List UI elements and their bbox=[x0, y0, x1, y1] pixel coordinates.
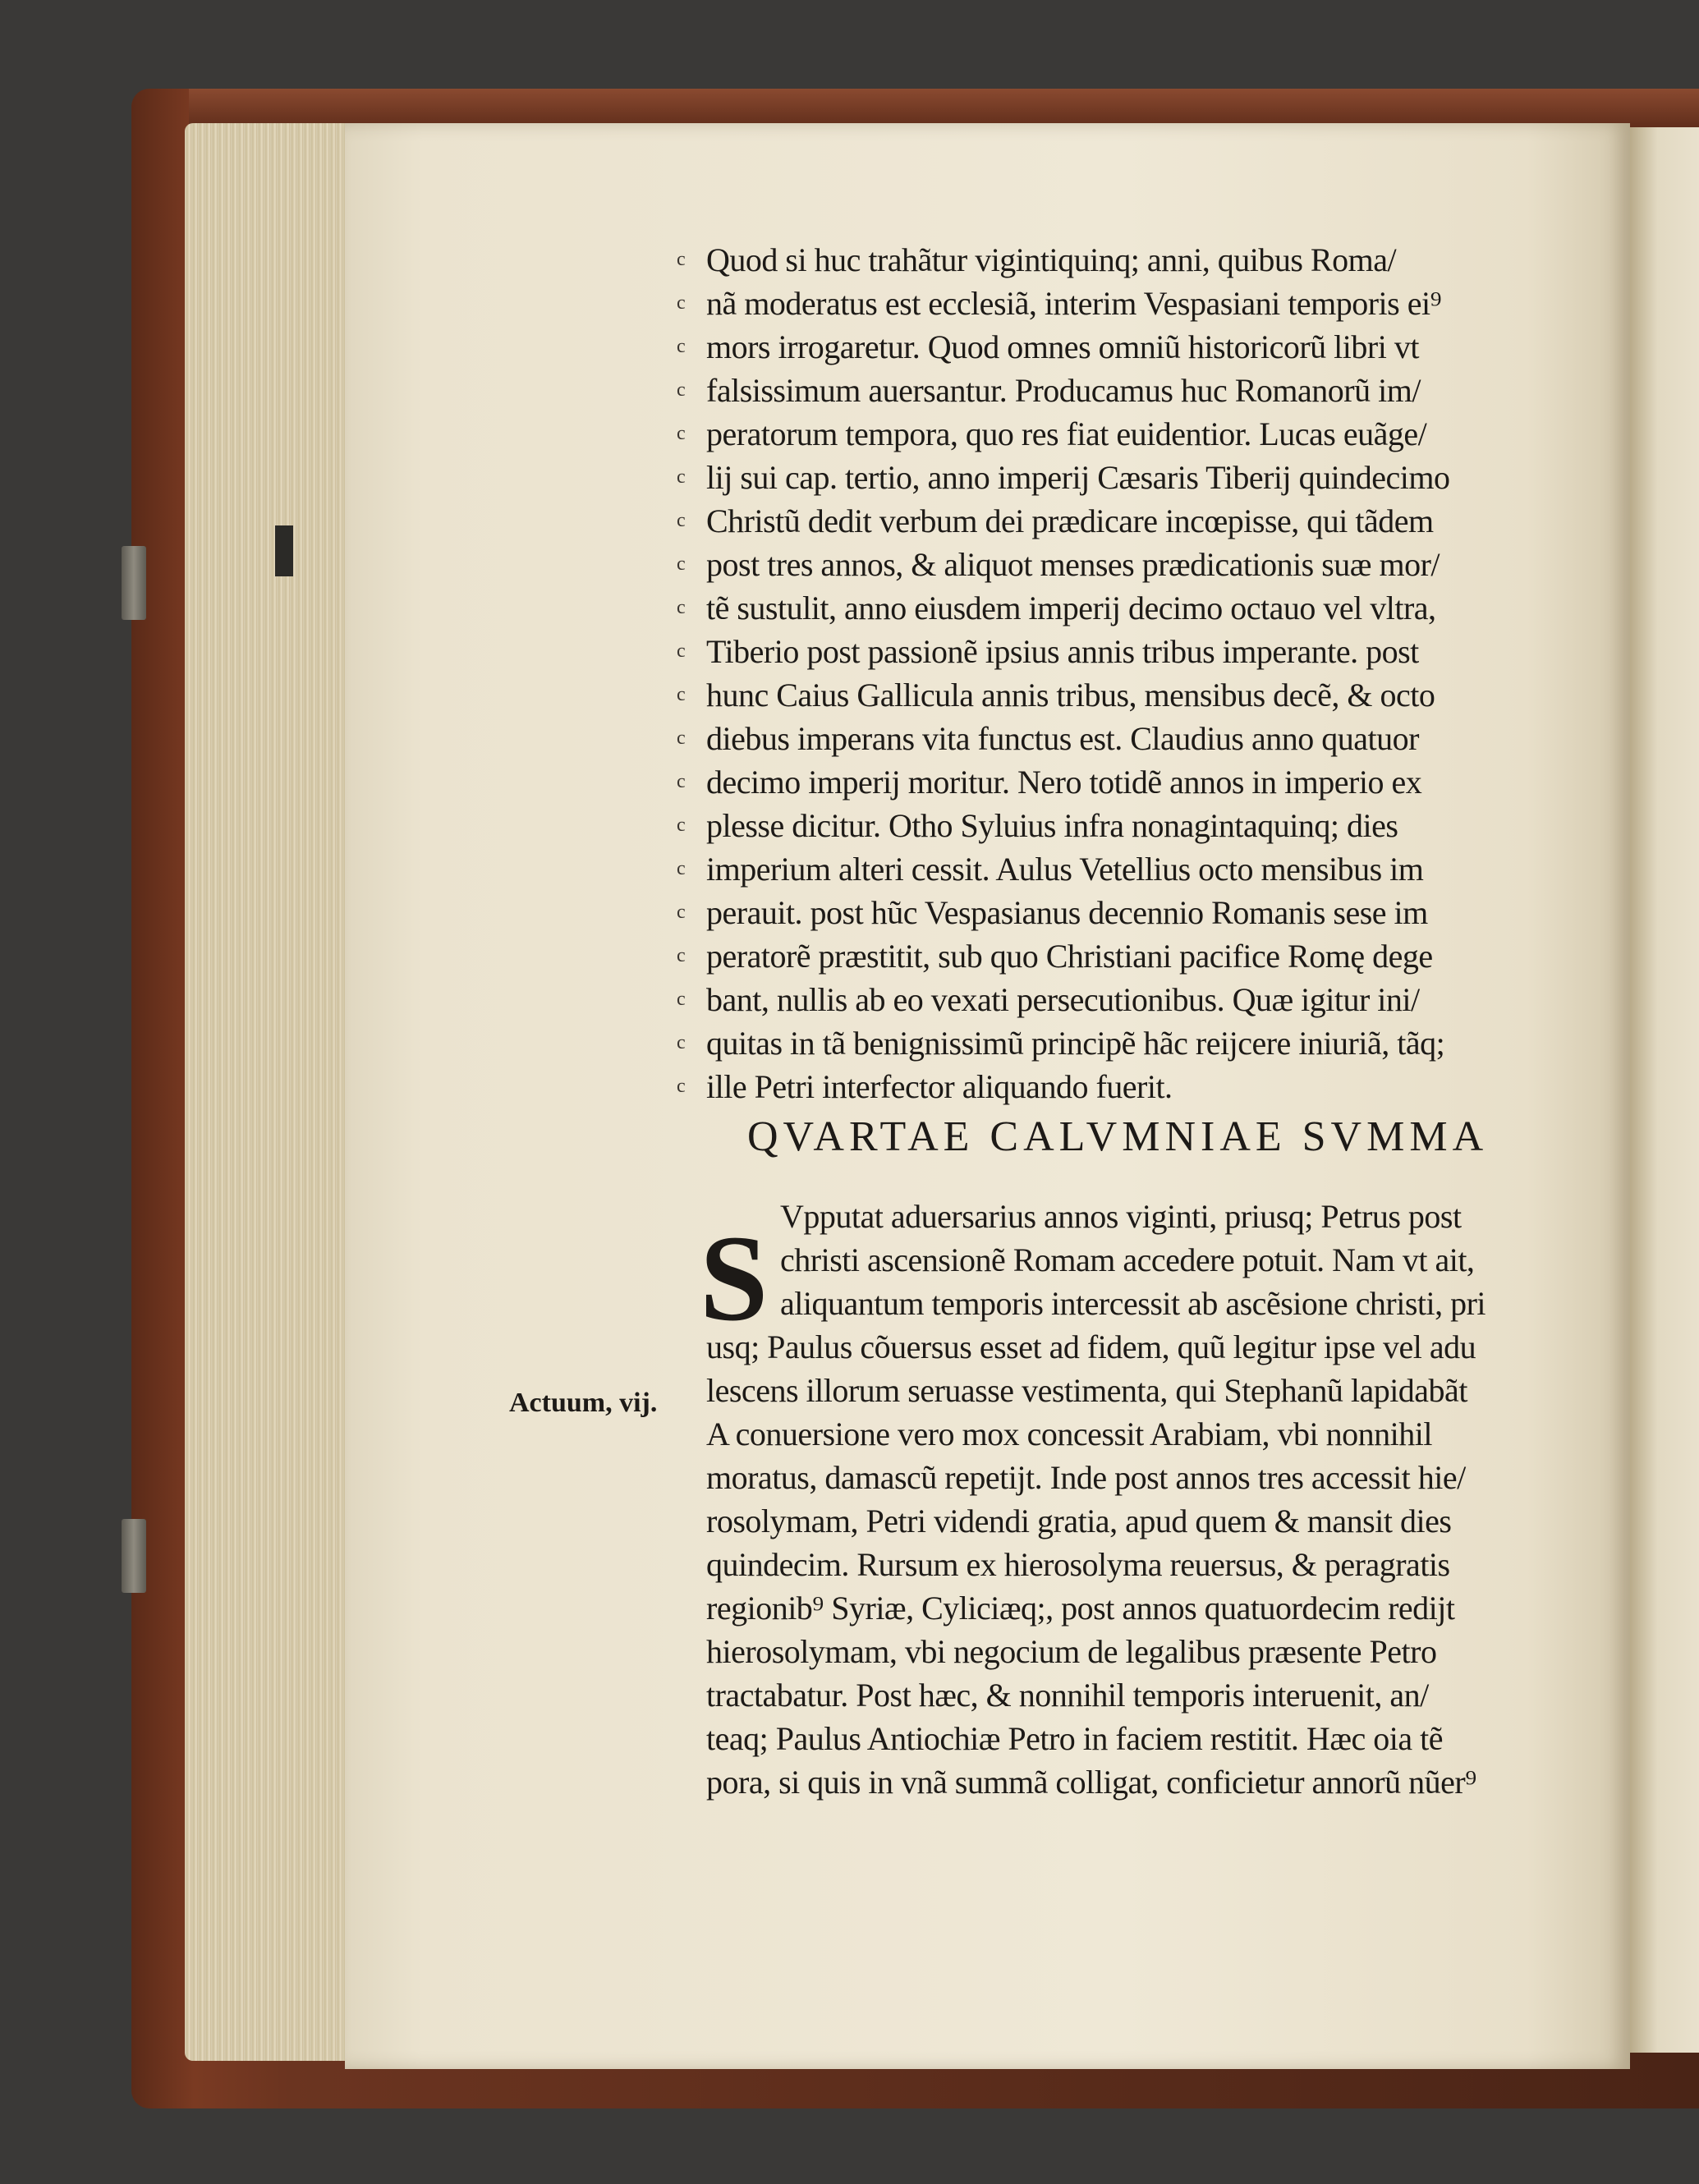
text-line bbox=[677, 1065, 1609, 1108]
line-text: falsissimum auersantur. Producamus huc Romanorũ im/ bbox=[706, 372, 1421, 409]
line-text: peratorẽ præstitit, sub quo Christiani pacifice Romę dege bbox=[706, 938, 1433, 975]
drop-cap: S bbox=[700, 1210, 769, 1347]
text-line: moratus, damascũ repetijt. Inde post annos tres accessit hie/ bbox=[706, 1459, 1466, 1496]
margin-marker: c bbox=[677, 423, 686, 444]
clasp-lower bbox=[122, 1519, 146, 1593]
margin-marker: c bbox=[677, 292, 686, 314]
line-text: decimo imperij moritur. Nero totidẽ annos in imperio ex bbox=[706, 764, 1422, 801]
margin-marker: c bbox=[677, 249, 686, 270]
text-line: regionib⁹ Syriæ, Cyliciæq;, post annos quatuordecim redijt bbox=[706, 1590, 1455, 1627]
margin-marker: c bbox=[677, 684, 686, 705]
text-line bbox=[677, 717, 1609, 760]
margin-marker: c bbox=[677, 727, 686, 749]
text-line bbox=[677, 630, 1609, 673]
text-line bbox=[677, 412, 1609, 456]
line-text: mors irrogaretur. Quod omnes omniũ historicorũ libri vt bbox=[706, 328, 1419, 365]
text-line bbox=[677, 673, 1609, 717]
clasp-upper bbox=[122, 546, 146, 620]
text-line: usq; Paulus cõuersus esset ad fidem, quũ legitur ipse vel adu bbox=[706, 1328, 1476, 1365]
text-line: quindecim. Rursum ex hierosolyma reuersus, & peragratis bbox=[706, 1546, 1450, 1583]
margin-marker: c bbox=[677, 814, 686, 836]
line-text: Christũ dedit verbum dei prædicare incœpisse, qui tãdem bbox=[706, 502, 1434, 539]
text-line bbox=[677, 934, 1609, 978]
margin-marker: c bbox=[677, 858, 686, 879]
line-text: Tiberio post passionẽ ipsius annis tribus imperante. post bbox=[706, 633, 1419, 670]
line-text: plesse dicitur. Otho Syluius infra nonagintaquinq; dies bbox=[706, 807, 1398, 844]
paragraph-1 bbox=[677, 238, 1609, 1108]
margin-marker: c bbox=[677, 945, 686, 966]
text-line bbox=[677, 760, 1609, 804]
text-line bbox=[677, 238, 1609, 282]
text-line: A conuersione vero mox concessit Arabiam, vbi nonnihil bbox=[706, 1415, 1432, 1452]
text-line: teaq; Paulus Antiochiæ Petro in faciem restitit. Hæc oia tẽ bbox=[706, 1720, 1443, 1757]
text-line: pora, si quis in vnã summã colligat, conficietur annorũ nũer⁹ bbox=[706, 1764, 1476, 1801]
line-text: Quod si huc trahãtur vigintiquinq; anni, quibus Roma/ bbox=[706, 241, 1397, 278]
text-line bbox=[677, 1021, 1609, 1065]
text-line: christi ascensionẽ Romam accedere potuit. Nam vt ait, bbox=[780, 1241, 1475, 1278]
line-text: tẽ sustulit, anno eiusdem imperij decimo octauo vel vltra, bbox=[706, 590, 1436, 626]
right-page-edge bbox=[1630, 127, 1699, 2053]
text-line: aliquantum temporis intercessit ab ascẽsione christi, pri bbox=[780, 1285, 1486, 1322]
page-stack bbox=[185, 123, 349, 2061]
line-text: ille Petri interfector aliquando fuerit. bbox=[706, 1068, 1173, 1105]
text-line bbox=[677, 804, 1609, 847]
line-text: nã moderatus est ecclesiã, interim Vespasiani temporis ei⁹ bbox=[706, 285, 1442, 322]
text-line: rosolymam, Petri videndi gratia, apud quem & mansit dies bbox=[706, 1503, 1452, 1539]
line-text: bant, nullis ab eo vexati persecutionibus. Quæ igitur ini/ bbox=[706, 981, 1420, 1018]
section-heading: QVARTAE CALVMNIAE SVMMA bbox=[747, 1113, 1489, 1160]
text-line: tractabatur. Post hæc, & nonnihil temporis interuenit, an/ bbox=[706, 1677, 1429, 1714]
line-text: peratorum tempora, quo res fiat euidentior. Lucas euãge/ bbox=[706, 415, 1427, 452]
margin-marker: c bbox=[677, 553, 686, 575]
margin-marker: c bbox=[677, 510, 686, 531]
text-line: hierosolymam, vbi negocium de legalibus præsente Petro bbox=[706, 1633, 1437, 1670]
margin-marker: c bbox=[677, 597, 686, 618]
margin-marker: c bbox=[677, 466, 686, 488]
line-text: quitas in tã benignissimũ principẽ hãc reijcere iniuriã, tãq; bbox=[706, 1025, 1445, 1062]
line-text: lij sui cap. tertio, anno imperij Cæsaris Tiberij quindecimo bbox=[706, 459, 1450, 496]
text-line bbox=[677, 282, 1609, 325]
line-text: perauit. post hũc Vespasianus decennio Romanis sese im bbox=[706, 894, 1428, 931]
margin-marker: c bbox=[677, 336, 686, 357]
margin-marker: c bbox=[677, 771, 686, 792]
margin-marker: c bbox=[677, 1032, 686, 1053]
margin-marker: c bbox=[677, 902, 686, 923]
paragraph-2 bbox=[706, 1195, 1618, 1804]
margin-marker: c bbox=[677, 1076, 686, 1097]
text-line bbox=[677, 586, 1609, 630]
text-line: lescens illorum seruasse vestimenta, qui Stephanũ lapidabãt bbox=[706, 1372, 1467, 1409]
margin-marker: c bbox=[677, 989, 686, 1010]
text-line bbox=[677, 891, 1609, 934]
margin-marker: c bbox=[677, 640, 686, 662]
text-line bbox=[677, 543, 1609, 586]
text-line: Vpputat aduersarius annos viginti, priusq; Petrus post bbox=[780, 1198, 1462, 1235]
line-text: post tres annos, & aliquot menses prædicationis suæ mor/ bbox=[706, 546, 1440, 583]
line-text: diebus imperans vita functus est. Claudius anno quatuor bbox=[706, 720, 1419, 757]
line-text: imperium alteri cessit. Aulus Vetellius octo mensibus im bbox=[706, 851, 1424, 888]
line-text: hunc Caius Gallicula annis tribus, mensibus decẽ, & octo bbox=[706, 677, 1435, 713]
text-line bbox=[677, 369, 1609, 412]
margin-marker: c bbox=[677, 379, 686, 401]
text-line bbox=[677, 456, 1609, 499]
margin-note: Actuum, vij. bbox=[509, 1388, 658, 1418]
text-line bbox=[677, 847, 1609, 891]
bookmark-tab bbox=[275, 525, 293, 576]
text-line bbox=[677, 499, 1609, 543]
text-line bbox=[677, 325, 1609, 369]
text-line bbox=[677, 978, 1609, 1021]
